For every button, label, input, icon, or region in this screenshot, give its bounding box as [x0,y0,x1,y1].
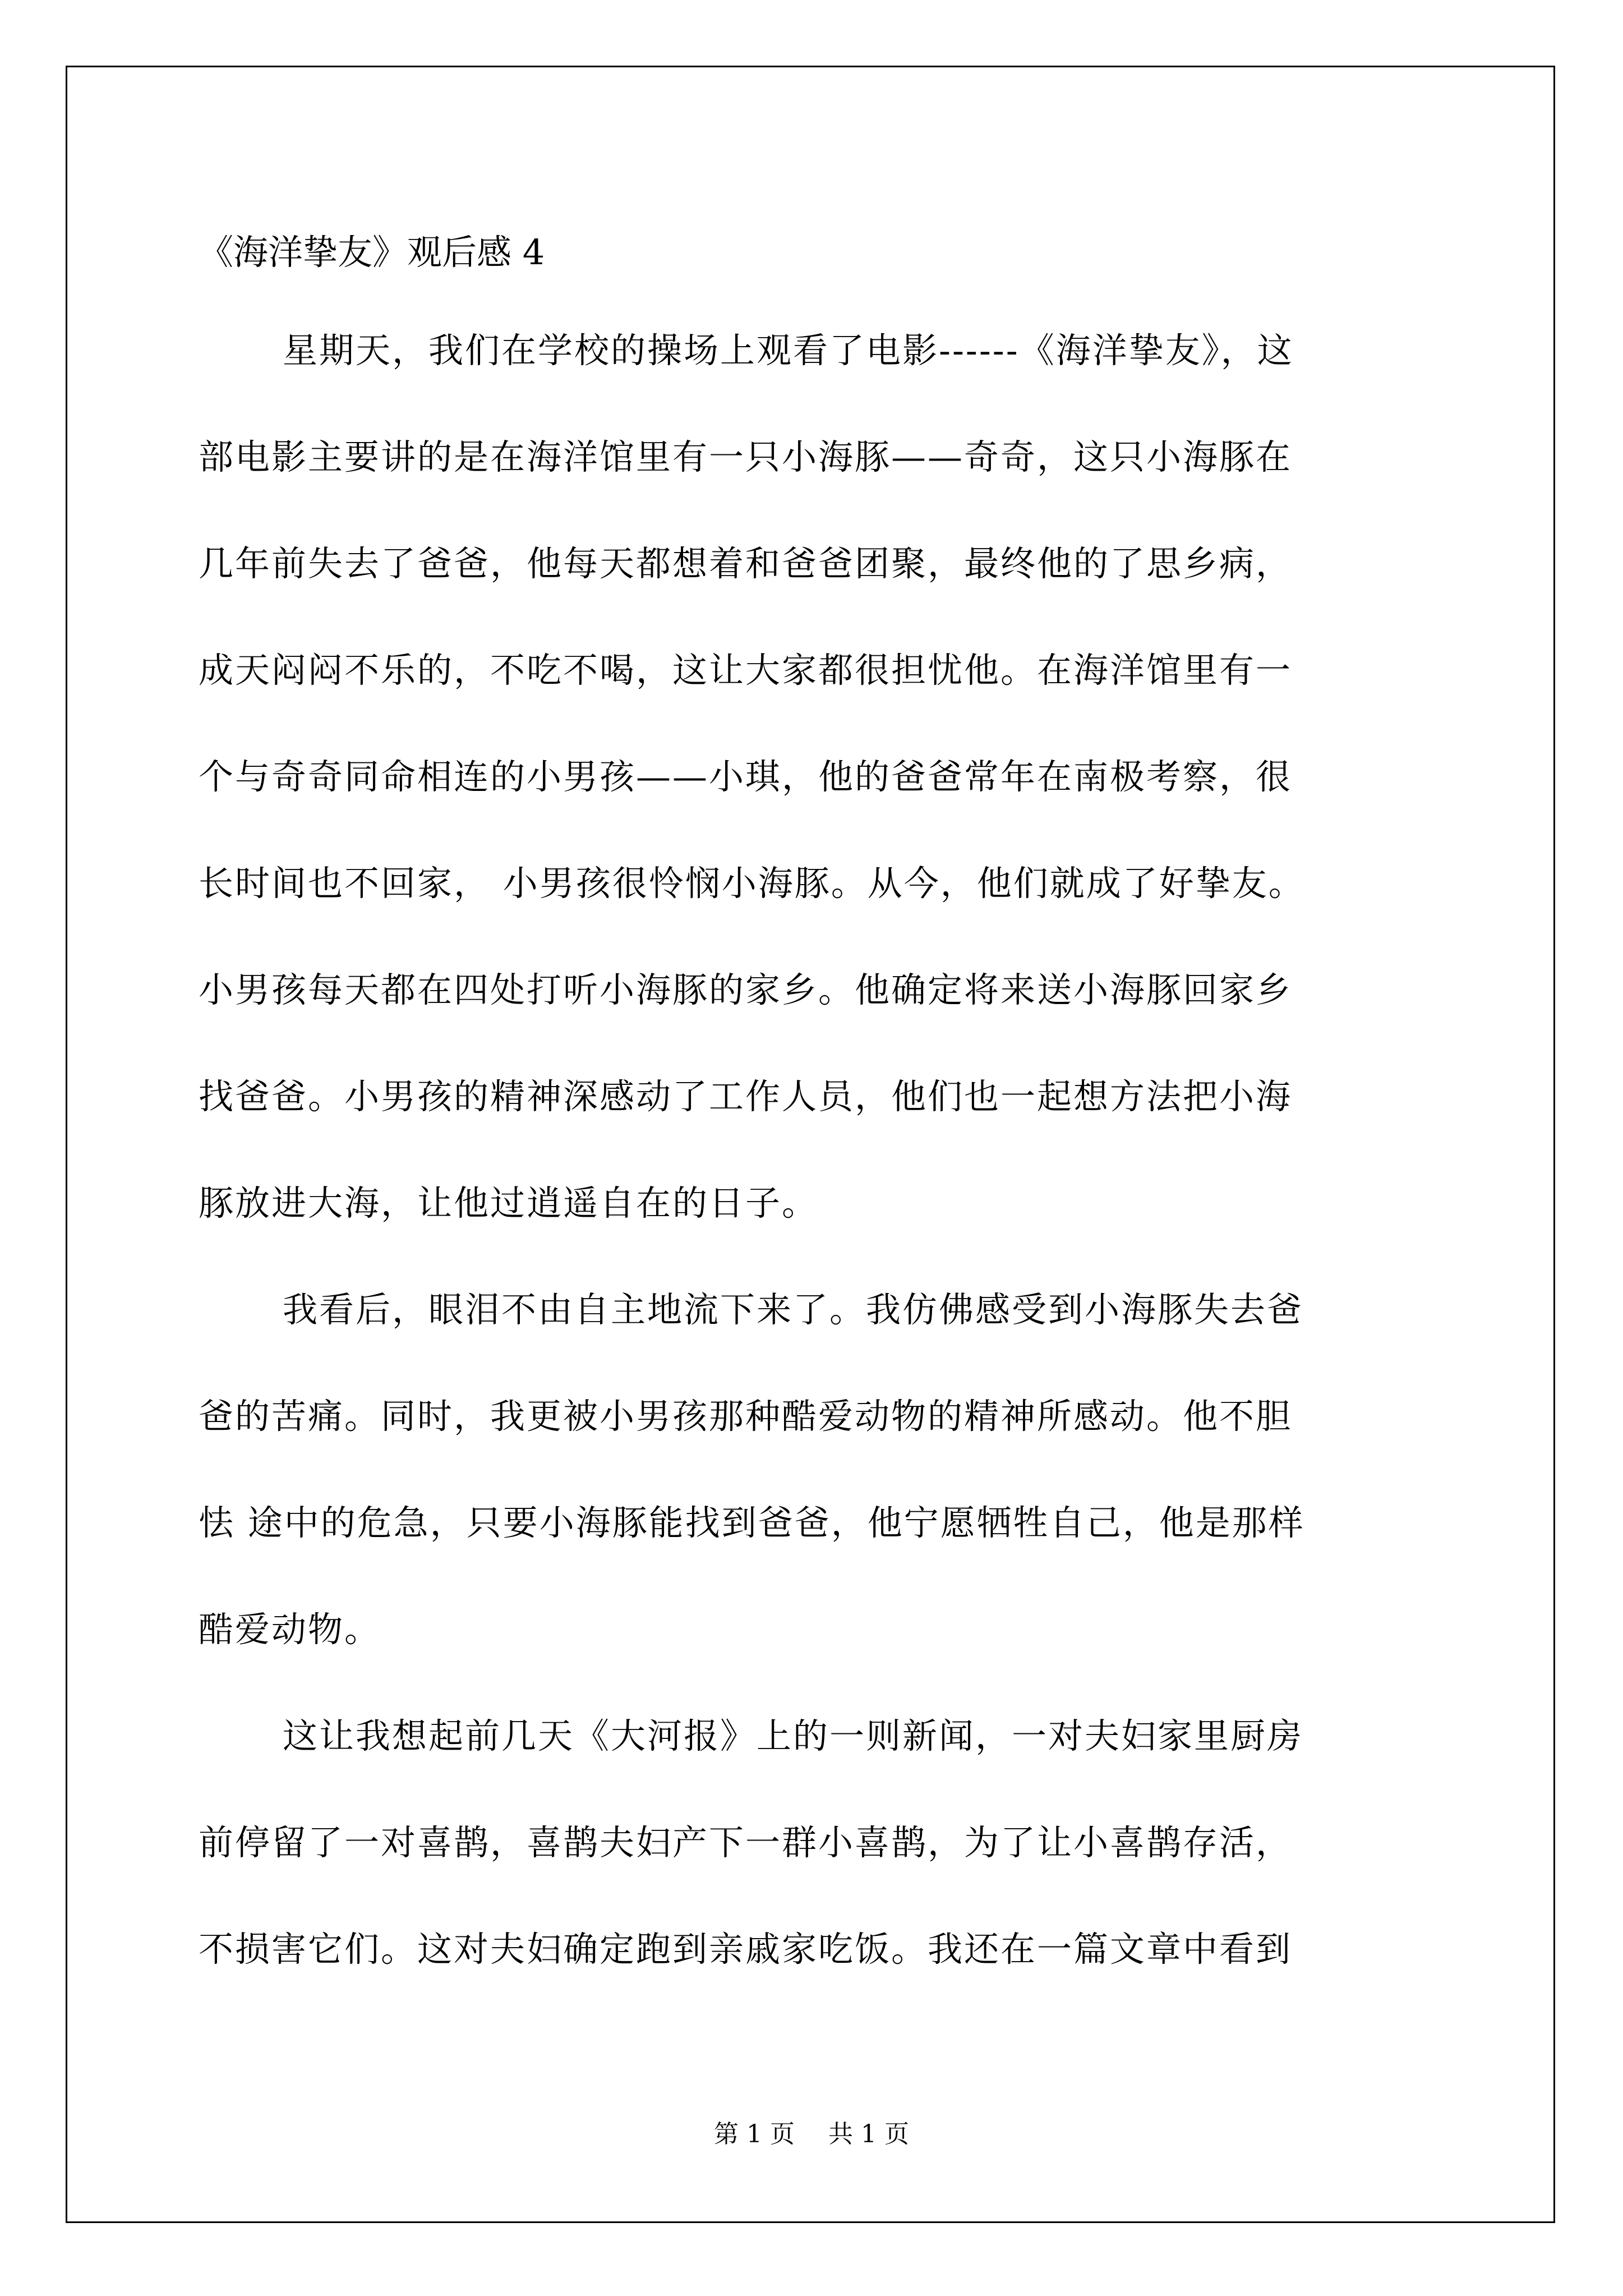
paragraph-1 [199,317,1432,1276]
text-line: 星期天，我们在学校的操场上观看了电影------《海洋挚友》，这 [283,330,1294,371]
page-number: 第 1 页 [714,2120,795,2148]
text-line: 酷爱动物。 [199,1609,381,1650]
text-line: 不损害它们。这对夫妇确定跑到亲戚家吃饭。我还在一篇文章中看到 [199,1929,1293,1970]
page-footer [0,2118,1623,2151]
text-line: 找爸爸。小男孩的精神深感动了工作人员，他们也一起想方法把小海 [199,1076,1293,1117]
text-line: 这让我想起前几天《大河报》上的一则新闻，一对夫妇家里厨房 [283,1715,1304,1756]
text-line: 成天闷闷不乐的，不吃不喝，这让大家都很担忧他。在海洋馆里有一 [199,650,1293,691]
text-line: 爸的苦痛。同时，我更被小男孩那种酷爱动物的精神所感动。他不胆 [199,1396,1293,1437]
text-line: 个与奇奇同命相连的小男孩——小琪，他的爸爸常年在南极考察，很 [199,756,1293,797]
text-line: 部电影主要讲的是在海洋馆里有一只小海豚——奇奇，这只小海豚在 [199,436,1293,477]
text-line: 怯 途中的危急，只要小海豚能找到爸爸，他宁愿牺牲自己，他是那样 [199,1502,1305,1543]
document-body [199,219,1432,2022]
text-line: 长时间也不回家， 小男孩很怜悯小海豚。从今，他们就成了好挚友。 [199,863,1305,904]
text-line: 我看后，眼泪不由自主地流下来了。我仿佛感受到小海豚失去爸 [283,1289,1304,1330]
total-pages: 共 1 页 [828,2120,909,2148]
document-title: 《海洋挚友》观后感 4 [199,232,545,273]
text-line: 前停留了一对喜鹊，喜鹊夫妇产下一群小喜鹊，为了让小喜鹊存活， [199,1822,1293,1863]
text-line: 豚放进大海，让他过逍遥自在的日子。 [199,1182,819,1223]
text-line: 几年前失去了爸爸，他每天都想着和爸爸团聚，最终他的了思乡病， [199,543,1293,584]
text-line: 小男孩每天都在四处打听小海豚的家乡。他确定将来送小海豚回家乡 [199,969,1293,1010]
paragraph-2 [199,1276,1432,1703]
paragraph-3 [199,1703,1432,2022]
